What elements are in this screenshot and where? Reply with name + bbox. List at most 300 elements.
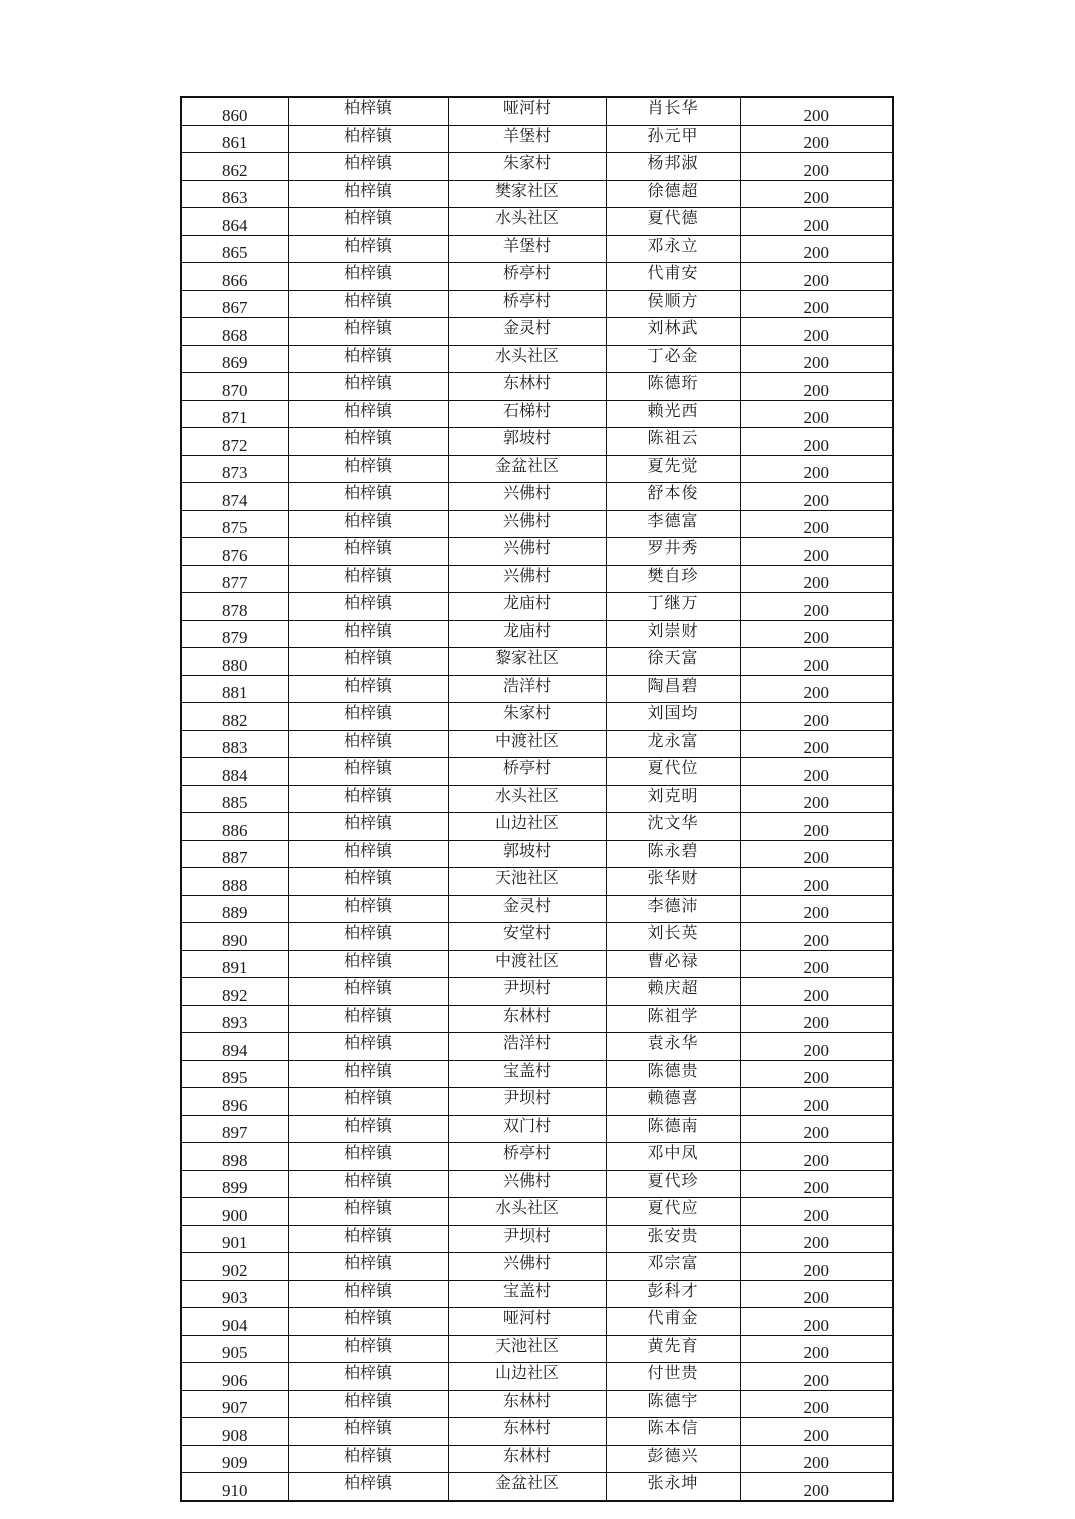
row-number: 886 [181,813,288,841]
name-cell: 李德沛 [606,895,740,923]
village-cell: 天池社区 [448,868,606,896]
amount-cell: 200 [740,455,893,483]
row-number: 888 [181,868,288,896]
town-cell: 柏梓镇 [288,1115,448,1143]
name-cell: 邓宗富 [606,1253,740,1281]
table-row [181,1473,893,1501]
town-cell: 柏梓镇 [288,1308,448,1336]
table-row [181,950,893,978]
table-row [181,235,893,263]
name-cell: 黄先育 [606,1335,740,1363]
town-cell: 柏梓镇 [288,703,448,731]
name-cell: 陈德贵 [606,1060,740,1088]
table-row [181,840,893,868]
name-cell: 张永坤 [606,1473,740,1501]
amount-cell: 200 [740,1390,893,1418]
row-number: 871 [181,400,288,428]
name-cell: 陈德珩 [606,373,740,401]
town-cell: 柏梓镇 [288,97,448,125]
name-cell: 陈祖学 [606,1005,740,1033]
town-cell: 柏梓镇 [288,1088,448,1116]
table-row [181,345,893,373]
row-number: 896 [181,1088,288,1116]
table-row [181,153,893,181]
name-cell: 袁永华 [606,1033,740,1061]
amount-cell: 200 [740,1335,893,1363]
row-number: 906 [181,1363,288,1391]
table-row [181,318,893,346]
row-number: 893 [181,1005,288,1033]
amount-cell: 200 [740,345,893,373]
village-cell: 龙庙村 [448,593,606,621]
village-cell: 水头社区 [448,345,606,373]
amount-cell: 200 [740,97,893,125]
row-number: 899 [181,1170,288,1198]
town-cell: 柏梓镇 [288,510,448,538]
row-number: 868 [181,318,288,346]
amount-cell: 200 [740,950,893,978]
name-cell: 邓永立 [606,235,740,263]
amount-cell: 200 [740,730,893,758]
table-row [181,1418,893,1446]
village-cell: 桥亭村 [448,1143,606,1171]
village-cell: 朱家村 [448,153,606,181]
table-row [181,1390,893,1418]
village-cell: 兴佛村 [448,565,606,593]
name-cell: 肖长华 [606,97,740,125]
amount-cell: 200 [740,1280,893,1308]
table-row [181,1308,893,1336]
amount-cell: 200 [740,1253,893,1281]
row-number: 881 [181,675,288,703]
amount-cell: 200 [740,620,893,648]
table-row [181,1198,893,1226]
row-number: 882 [181,703,288,731]
amount-cell: 200 [740,180,893,208]
row-number: 902 [181,1253,288,1281]
amount-cell: 200 [740,1033,893,1061]
village-cell: 安堂村 [448,923,606,951]
name-cell: 夏代应 [606,1198,740,1226]
name-cell: 赖德喜 [606,1088,740,1116]
town-cell: 柏梓镇 [288,785,448,813]
village-cell: 朱家村 [448,703,606,731]
row-number: 878 [181,593,288,621]
row-number: 880 [181,648,288,676]
village-cell: 水头社区 [448,1198,606,1226]
amount-cell: 200 [740,125,893,153]
row-number: 892 [181,978,288,1006]
town-cell: 柏梓镇 [288,1005,448,1033]
amount-cell: 200 [740,208,893,236]
name-cell: 夏代德 [606,208,740,236]
amount-cell: 200 [740,895,893,923]
row-number: 873 [181,455,288,483]
town-cell: 柏梓镇 [288,565,448,593]
town-cell: 柏梓镇 [288,950,448,978]
amount-cell: 200 [740,235,893,263]
roster-body [181,97,893,1501]
town-cell: 柏梓镇 [288,400,448,428]
town-cell: 柏梓镇 [288,373,448,401]
town-cell: 柏梓镇 [288,1390,448,1418]
row-number: 898 [181,1143,288,1171]
table-row [181,290,893,318]
row-number: 866 [181,263,288,291]
row-number: 865 [181,235,288,263]
name-cell: 曹必禄 [606,950,740,978]
row-number: 889 [181,895,288,923]
row-number: 903 [181,1280,288,1308]
name-cell: 徐德超 [606,180,740,208]
name-cell: 张华财 [606,868,740,896]
row-number: 901 [181,1225,288,1253]
name-cell: 樊自珍 [606,565,740,593]
amount-cell: 200 [740,1115,893,1143]
town-cell: 柏梓镇 [288,1253,448,1281]
amount-cell: 200 [740,263,893,291]
village-cell: 哑河村 [448,97,606,125]
town-cell: 柏梓镇 [288,648,448,676]
name-cell: 陈本信 [606,1418,740,1446]
village-cell: 宝盖村 [448,1060,606,1088]
table-row [181,1060,893,1088]
name-cell: 陶昌碧 [606,675,740,703]
town-cell: 柏梓镇 [288,290,448,318]
row-number: 910 [181,1473,288,1501]
village-cell: 东林村 [448,1418,606,1446]
amount-cell: 200 [740,1363,893,1391]
amount-cell: 200 [740,428,893,456]
name-cell: 徐天富 [606,648,740,676]
name-cell: 刘林武 [606,318,740,346]
town-cell: 柏梓镇 [288,125,448,153]
town-cell: 柏梓镇 [288,1198,448,1226]
village-cell: 双门村 [448,1115,606,1143]
amount-cell: 200 [740,868,893,896]
amount-cell: 200 [740,1308,893,1336]
name-cell: 代甫金 [606,1308,740,1336]
village-cell: 宝盖村 [448,1280,606,1308]
amount-cell: 200 [740,1198,893,1226]
name-cell: 赖庆超 [606,978,740,1006]
row-number: 863 [181,180,288,208]
amount-cell: 200 [740,510,893,538]
name-cell: 代甫安 [606,263,740,291]
name-cell: 陈德宇 [606,1390,740,1418]
table-row [181,1445,893,1473]
village-cell: 石梯村 [448,400,606,428]
town-cell: 柏梓镇 [288,208,448,236]
amount-cell: 200 [740,840,893,868]
name-cell: 罗井秀 [606,538,740,566]
village-cell: 浩洋村 [448,675,606,703]
name-cell: 夏代位 [606,758,740,786]
town-cell: 柏梓镇 [288,538,448,566]
town-cell: 柏梓镇 [288,318,448,346]
amount-cell: 200 [740,813,893,841]
town-cell: 柏梓镇 [288,1363,448,1391]
town-cell: 柏梓镇 [288,1060,448,1088]
amount-cell: 200 [740,923,893,951]
row-number: 885 [181,785,288,813]
village-cell: 兴佛村 [448,1170,606,1198]
village-cell: 山边社区 [448,813,606,841]
table-row [181,510,893,538]
row-number: 908 [181,1418,288,1446]
table-row [181,428,893,456]
row-number: 905 [181,1335,288,1363]
village-cell: 郭坡村 [448,428,606,456]
town-cell: 柏梓镇 [288,428,448,456]
town-cell: 柏梓镇 [288,1143,448,1171]
name-cell: 侯顺方 [606,290,740,318]
town-cell: 柏梓镇 [288,1033,448,1061]
amount-cell: 200 [740,648,893,676]
village-cell: 兴佛村 [448,483,606,511]
amount-cell: 200 [740,318,893,346]
village-cell: 尹坝村 [448,1225,606,1253]
town-cell: 柏梓镇 [288,153,448,181]
table-row [181,593,893,621]
town-cell: 柏梓镇 [288,868,448,896]
table-row [181,1143,893,1171]
table-row [181,373,893,401]
town-cell: 柏梓镇 [288,455,448,483]
amount-cell: 200 [740,1088,893,1116]
table-row [181,620,893,648]
amount-cell: 200 [740,1060,893,1088]
name-cell: 刘长英 [606,923,740,951]
town-cell: 柏梓镇 [288,1418,448,1446]
table-row [181,455,893,483]
village-cell: 羊堡村 [448,235,606,263]
town-cell: 柏梓镇 [288,730,448,758]
amount-cell: 200 [740,483,893,511]
amount-cell: 200 [740,1005,893,1033]
amount-cell: 200 [740,758,893,786]
village-cell: 天池社区 [448,1335,606,1363]
town-cell: 柏梓镇 [288,593,448,621]
name-cell: 刘崇财 [606,620,740,648]
amount-cell: 200 [740,703,893,731]
village-cell: 东林村 [448,1390,606,1418]
name-cell: 夏先觉 [606,455,740,483]
row-number: 887 [181,840,288,868]
table-row [181,1253,893,1281]
village-cell: 樊家社区 [448,180,606,208]
table-row [181,978,893,1006]
town-cell: 柏梓镇 [288,345,448,373]
row-number: 875 [181,510,288,538]
village-cell: 山边社区 [448,1363,606,1391]
town-cell: 柏梓镇 [288,1280,448,1308]
amount-cell: 200 [740,400,893,428]
name-cell: 丁继万 [606,593,740,621]
amount-cell: 200 [740,290,893,318]
amount-cell: 200 [740,1143,893,1171]
name-cell: 孙元甲 [606,125,740,153]
row-number: 872 [181,428,288,456]
town-cell: 柏梓镇 [288,813,448,841]
table-row [181,97,893,125]
village-cell: 郭坡村 [448,840,606,868]
village-cell: 兴佛村 [448,1253,606,1281]
village-cell: 龙庙村 [448,620,606,648]
amount-cell: 200 [740,538,893,566]
town-cell: 柏梓镇 [288,263,448,291]
village-cell: 中渡社区 [448,730,606,758]
name-cell: 李德富 [606,510,740,538]
name-cell: 陈德南 [606,1115,740,1143]
name-cell: 付世贵 [606,1363,740,1391]
village-cell: 羊堡村 [448,125,606,153]
amount-cell: 200 [740,785,893,813]
town-cell: 柏梓镇 [288,1170,448,1198]
table-row [181,730,893,758]
town-cell: 柏梓镇 [288,758,448,786]
table-row [181,400,893,428]
row-number: 895 [181,1060,288,1088]
village-cell: 桥亭村 [448,263,606,291]
name-cell: 夏代珍 [606,1170,740,1198]
table-row [181,1170,893,1198]
row-number: 884 [181,758,288,786]
table-row [181,1335,893,1363]
row-number: 861 [181,125,288,153]
name-cell: 沈文华 [606,813,740,841]
table-row [181,565,893,593]
town-cell: 柏梓镇 [288,620,448,648]
row-number: 891 [181,950,288,978]
table-row [181,895,893,923]
table-row [181,1005,893,1033]
row-number: 897 [181,1115,288,1143]
amount-cell: 200 [740,1418,893,1446]
town-cell: 柏梓镇 [288,1335,448,1363]
town-cell: 柏梓镇 [288,840,448,868]
table-row [181,785,893,813]
village-cell: 黎家社区 [448,648,606,676]
name-cell: 赖光西 [606,400,740,428]
row-number: 883 [181,730,288,758]
table-row [181,1280,893,1308]
village-cell: 尹坝村 [448,1088,606,1116]
row-number: 907 [181,1390,288,1418]
table-row [181,675,893,703]
table-row [181,1088,893,1116]
row-number: 890 [181,923,288,951]
row-number: 862 [181,153,288,181]
village-cell: 兴佛村 [448,538,606,566]
name-cell: 彭德兴 [606,1445,740,1473]
village-cell: 中渡社区 [448,950,606,978]
row-number: 909 [181,1445,288,1473]
village-cell: 桥亭村 [448,290,606,318]
amount-cell: 200 [740,593,893,621]
table-row [181,813,893,841]
row-number: 869 [181,345,288,373]
village-cell: 金灵村 [448,895,606,923]
row-number: 879 [181,620,288,648]
table-row [181,1115,893,1143]
table-row [181,868,893,896]
table-row [181,208,893,236]
town-cell: 柏梓镇 [288,483,448,511]
row-number: 864 [181,208,288,236]
village-cell: 尹坝村 [448,978,606,1006]
town-cell: 柏梓镇 [288,1225,448,1253]
row-number: 870 [181,373,288,401]
village-cell: 金灵村 [448,318,606,346]
roster-table [180,96,894,1502]
amount-cell: 200 [740,1445,893,1473]
row-number: 874 [181,483,288,511]
town-cell: 柏梓镇 [288,675,448,703]
name-cell: 舒本俊 [606,483,740,511]
row-number: 860 [181,97,288,125]
table-row [181,180,893,208]
town-cell: 柏梓镇 [288,1473,448,1501]
row-number: 894 [181,1033,288,1061]
table-row [181,1033,893,1061]
town-cell: 柏梓镇 [288,180,448,208]
village-cell: 金盆社区 [448,1473,606,1501]
table-row [181,758,893,786]
table-row [181,263,893,291]
town-cell: 柏梓镇 [288,978,448,1006]
row-number: 867 [181,290,288,318]
amount-cell: 200 [740,153,893,181]
name-cell: 刘克明 [606,785,740,813]
row-number: 876 [181,538,288,566]
row-number: 900 [181,1198,288,1226]
amount-cell: 200 [740,675,893,703]
village-cell: 东林村 [448,1445,606,1473]
name-cell: 张安贵 [606,1225,740,1253]
amount-cell: 200 [740,978,893,1006]
table-row [181,923,893,951]
village-cell: 水头社区 [448,208,606,236]
village-cell: 金盆社区 [448,455,606,483]
amount-cell: 200 [740,1225,893,1253]
village-cell: 东林村 [448,1005,606,1033]
table-row [181,703,893,731]
amount-cell: 200 [740,1170,893,1198]
village-cell: 哑河村 [448,1308,606,1336]
table-row [181,1363,893,1391]
village-cell: 浩洋村 [448,1033,606,1061]
village-cell: 水头社区 [448,785,606,813]
table-row [181,1225,893,1253]
name-cell: 丁必金 [606,345,740,373]
table-row [181,648,893,676]
name-cell: 彭科才 [606,1280,740,1308]
town-cell: 柏梓镇 [288,895,448,923]
table-row [181,483,893,511]
name-cell: 龙永富 [606,730,740,758]
town-cell: 柏梓镇 [288,923,448,951]
town-cell: 柏梓镇 [288,1445,448,1473]
town-cell: 柏梓镇 [288,235,448,263]
village-cell: 兴佛村 [448,510,606,538]
amount-cell: 200 [740,565,893,593]
name-cell: 杨邦淑 [606,153,740,181]
name-cell: 刘国均 [606,703,740,731]
name-cell: 陈祖云 [606,428,740,456]
table-row [181,538,893,566]
row-number: 877 [181,565,288,593]
